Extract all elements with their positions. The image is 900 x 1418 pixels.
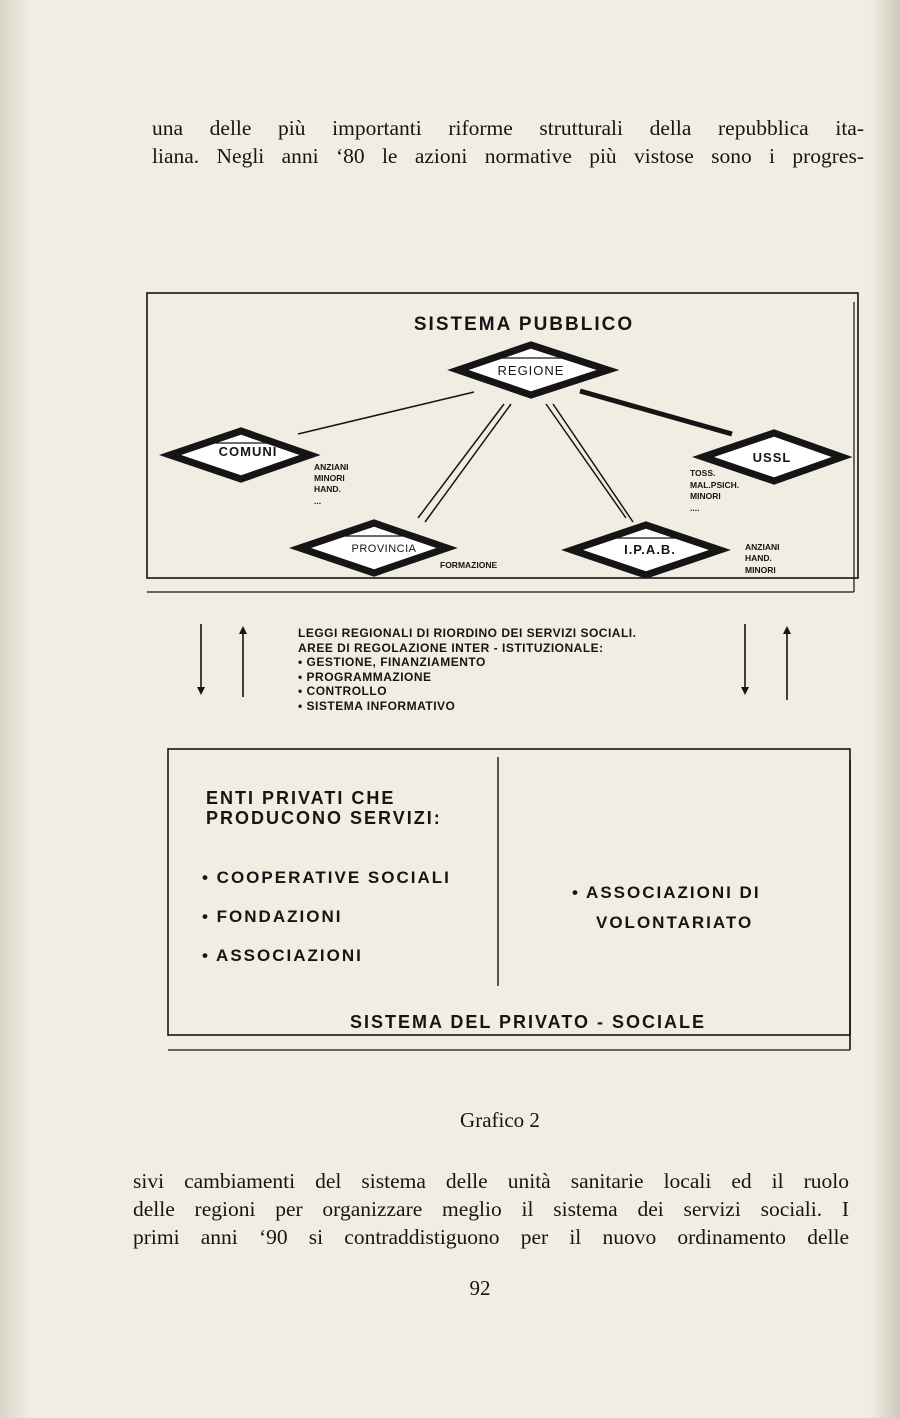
regulation-line: LEGGI REGIONALI DI RIORDINO DEI SERVIZI SOCIALI. bbox=[298, 626, 637, 640]
private-system-title: SISTEMA DEL PRIVATO - SOCIALE bbox=[349, 1012, 707, 1032]
comuni-note: MINORI bbox=[314, 473, 345, 483]
ussl-node bbox=[703, 433, 842, 481]
figure-caption: Grafico 2 bbox=[460, 1108, 540, 1132]
text-line: primi anni ‘90 si contraddistiguono per il nuovo ordinamento delle bbox=[133, 1225, 849, 1249]
comuni-note: ... bbox=[314, 496, 322, 506]
regulation-line: • SISTEMA INFORMATIVO bbox=[298, 698, 456, 713]
comuni-node bbox=[170, 431, 310, 479]
list-item: • FONDAZIONI bbox=[202, 907, 343, 926]
regulation-line: AREE DI REGOLAZIONE INTER - ISTITUZIONALE: bbox=[298, 640, 604, 655]
comuni-note: ANZIANI bbox=[314, 462, 349, 472]
text-line: sivi cambiamenti del sistema delle unità sanitarie locali ed il ruolo bbox=[133, 1169, 849, 1193]
regulation-text bbox=[298, 626, 636, 714]
ussl-note: TOSS. bbox=[690, 468, 716, 478]
connector-regione-ussl bbox=[580, 391, 732, 434]
provincia-label: PROVINCIA bbox=[351, 543, 417, 555]
ipab-node bbox=[572, 525, 720, 575]
text-line: una delle più importanti riforme strutturali della repubblica ita- bbox=[152, 116, 864, 140]
ussl-note: MINORI bbox=[690, 491, 721, 501]
list-item: • COOPERATIVE SOCIALI bbox=[202, 868, 451, 887]
ussl-note: MAL.PSICH. bbox=[690, 480, 740, 490]
provincia-node bbox=[300, 523, 447, 573]
comuni-note: HAND. bbox=[314, 484, 341, 494]
volunteer-associations: • ASSOCIAZIONI DI VOLONTARIATO bbox=[572, 883, 761, 932]
ussl-note: .... bbox=[690, 503, 700, 513]
regione-node bbox=[458, 345, 608, 395]
text-line: delle regioni per organizzare meglio il sistema dei servizi sociali. I bbox=[133, 1197, 849, 1221]
page-number: 92 bbox=[469, 1276, 491, 1300]
connector-regione-comuni bbox=[298, 392, 474, 434]
public-system-title: SISTEMA PUBBLICO bbox=[413, 314, 635, 335]
regione-label: REGIONE bbox=[497, 363, 565, 378]
list-item: • ASSOCIAZIONI bbox=[202, 946, 363, 965]
ussl-label: USSL bbox=[752, 450, 792, 465]
ipab-label: I.P.A.B. bbox=[624, 542, 676, 557]
comuni-label: COMUNI bbox=[218, 444, 278, 459]
ipab-note: MINORI bbox=[745, 565, 776, 575]
connector-regione-provincia bbox=[418, 404, 511, 522]
provincia-note: FORMAZIONE bbox=[440, 560, 498, 570]
text-line: liana. Negli anni ‘80 le azioni normative più vistose sono i progres- bbox=[152, 144, 864, 168]
regulation-line: • PROGRAMMAZIONE bbox=[298, 669, 432, 684]
regulation-line: • CONTROLLO bbox=[298, 684, 388, 699]
private-items-list bbox=[202, 868, 451, 985]
ipab-note: ANZIANI bbox=[745, 542, 780, 552]
ipab-note: HAND. bbox=[745, 553, 772, 563]
paragraph-bottom bbox=[133, 1167, 849, 1251]
private-heading: ENTI PRIVATI CHE PRODUCONO SERVIZI: bbox=[206, 788, 442, 828]
connector-regione-ipab bbox=[546, 404, 633, 522]
regulation-line: • GESTIONE, FINANZIAMENTO bbox=[298, 655, 486, 670]
